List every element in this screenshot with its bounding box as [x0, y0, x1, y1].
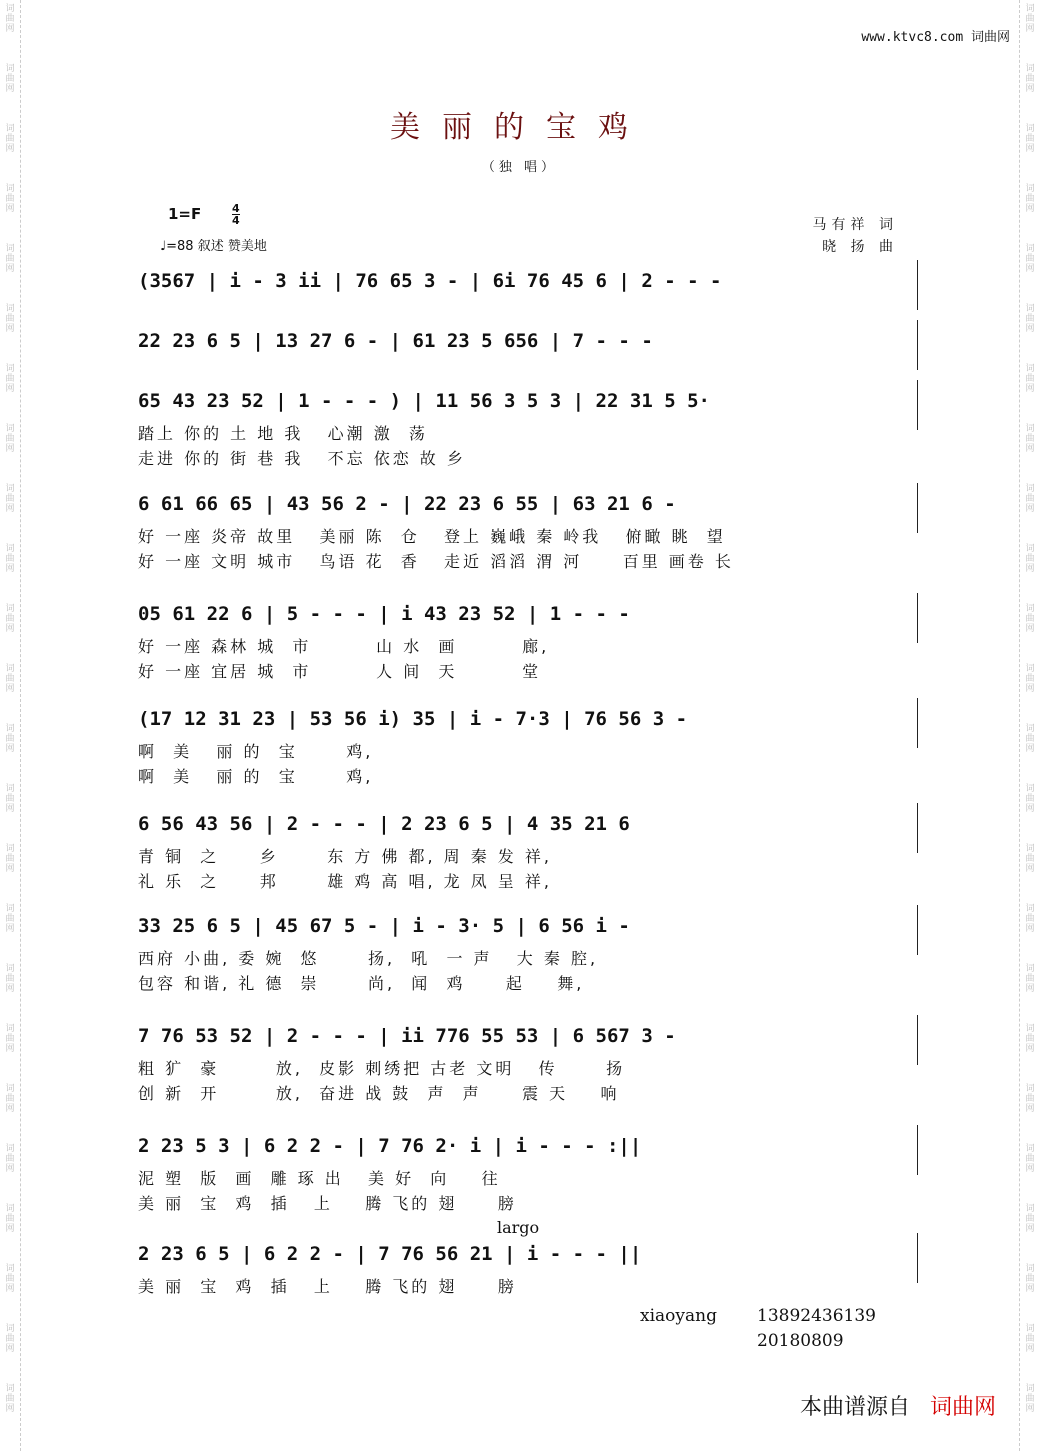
notation-line: 7 76 53 52 | 2 - - - | ii 776 55 53 | 6 567 3 -	[138, 1025, 676, 1047]
side-watermark: 词曲网	[5, 604, 15, 634]
side-watermark: 词曲网	[1025, 244, 1035, 274]
source-label: 本曲谱源自	[799, 1395, 910, 1420]
system-end-barline	[917, 1015, 918, 1065]
side-watermark: 词曲网	[5, 904, 15, 934]
system-end-barline	[917, 593, 918, 643]
notation-line: 2 23 5 3 | 6 2 2 - | 7 76 2· i | i - - - :||	[138, 1135, 642, 1157]
side-watermark: 词曲网	[1025, 1144, 1035, 1174]
lyric-line-2: 礼 乐 之 邦 雄 鸡 高 唱, 龙 凤 呈 祥,	[138, 872, 552, 891]
footer-date: 20180809	[757, 1331, 844, 1351]
source-site[interactable]: 词曲网	[929, 1395, 996, 1420]
side-watermark: 词曲网	[1025, 1264, 1035, 1294]
side-watermark: 词曲网	[1025, 844, 1035, 874]
notation-line: 22 23 6 5 | 13 27 6 - | 61 23 5 656 | 7 - - -	[138, 330, 653, 352]
side-watermark: 词曲网	[5, 1384, 15, 1414]
side-watermark: 词曲网	[5, 664, 15, 694]
side-watermark: 词曲网	[5, 1024, 15, 1054]
system-end-barline	[917, 380, 918, 430]
lyric-line-1: 美 丽 宝 鸡 插 上 腾 飞的 翅 膀	[138, 1277, 517, 1296]
lyric-line-2: 好 一座 宜居 城 市 人 间 天 堂	[138, 662, 542, 681]
system-end-barline	[917, 260, 918, 310]
system-end-barline	[917, 483, 918, 533]
side-watermark: 词曲网	[1025, 724, 1035, 754]
song-title: 美丽的宝鸡	[390, 110, 650, 145]
lyric-line-2: 啊 美 丽 的 宝 鸡,	[138, 767, 374, 786]
song-subtitle: （独 唱）	[481, 160, 559, 175]
side-watermark: 词曲网	[5, 64, 15, 94]
lyric-line-1: 踏上 你的 土 地 我 心潮 激 荡	[138, 424, 428, 443]
lyric-line-2: 包容 和谐, 礼 德 崇 尚, 闻 鸡 起 舞,	[138, 974, 585, 993]
time-signature-top: 4	[232, 202, 240, 215]
side-watermark: 词曲网	[1025, 184, 1035, 214]
system-end-barline	[917, 698, 918, 748]
side-watermark: 词曲网	[5, 1204, 15, 1234]
key-signature: 1=F	[168, 205, 202, 223]
side-watermark: 词曲网	[5, 244, 15, 274]
side-watermark: 词曲网	[5, 184, 15, 214]
side-watermark: 词曲网	[1025, 4, 1035, 34]
lyric-line-1: 西府 小曲, 委 婉 悠 扬, 吼 一 声 大 秦 腔,	[138, 949, 599, 968]
site-header	[861, 26, 1010, 45]
side-watermark: 词曲网	[1025, 1384, 1035, 1414]
lyric-line-1: 青 铜 之 乡 东 方 佛 都, 周 秦 发 祥,	[138, 847, 552, 866]
side-watermark: 词曲网	[1025, 544, 1035, 574]
notation-line: 33 25 6 5 | 45 67 5 - | i - 3· 5 | 6 56 i -	[138, 915, 630, 937]
notation-line: 6 61 66 65 | 43 56 2 - | 22 23 6 55 | 63 21 6 -	[138, 493, 676, 515]
notation-line: (3567 | i - 3 ii | 76 65 3 - | 6i 76 45 6 | 2 - - -	[138, 270, 722, 292]
side-watermark: 词曲网	[5, 784, 15, 814]
side-watermark: 词曲网	[5, 484, 15, 514]
system-end-barline	[917, 1233, 918, 1283]
notation-line: 05 61 22 6 | 5 - - - | i 43 23 52 | 1 - - -	[138, 603, 630, 625]
side-watermark: 词曲网	[1025, 124, 1035, 154]
lyric-line-1: 好 一座 森林 城 市 山 水 画 廊,	[138, 637, 550, 656]
side-watermark: 词曲网	[1025, 364, 1035, 394]
lyric-line-1: 好 一座 炎帝 故里 美丽 陈 仓 登上 巍峨 秦 岭我 俯瞰 眺 望	[138, 527, 726, 546]
side-watermark: 词曲网	[5, 304, 15, 334]
time-signature	[232, 203, 240, 226]
system-end-barline	[917, 905, 918, 955]
side-watermark: 词曲网	[1025, 964, 1035, 994]
lyric-line-1: 粗 犷 豪 放, 皮影 刺绣把 古老 文明 传 扬	[138, 1059, 626, 1078]
notation-line: 2 23 6 5 | 6 2 2 - | 7 76 56 21 | i - - - ||	[138, 1243, 642, 1265]
notation-line: (17 12 31 23 | 53 56 i) 35 | i - 7·3 | 76 56 3 -	[138, 708, 688, 730]
system-end-barline	[917, 320, 918, 370]
notation-line: 6 56 43 56 | 2 - - - | 2 23 6 5 | 4 35 21 6	[138, 813, 630, 835]
site-url[interactable]: www.ktvc8.com	[861, 30, 964, 45]
side-watermark: 词曲网	[1025, 304, 1035, 334]
lyric-line-2: 创 新 开 放, 奋进 战 鼓 声 声 震 天 响	[138, 1084, 620, 1103]
side-watermark: 词曲网	[5, 964, 15, 994]
side-watermark: 词曲网	[5, 1084, 15, 1114]
side-watermark: 词曲网	[1025, 784, 1035, 814]
composer-credit: 晓 扬 曲	[822, 239, 898, 255]
lyric-line-2: 美 丽 宝 鸡 插 上 腾 飞的 翅 膀	[138, 1194, 517, 1213]
side-watermark: 词曲网	[5, 364, 15, 394]
system-end-barline	[917, 803, 918, 853]
time-signature-bottom: 4	[232, 214, 240, 227]
notation-line: 65 43 23 52 | 1 - - - ) | 11 56 3 5 3 | 22 31 5 5·	[138, 390, 710, 412]
side-watermark: 词曲网	[5, 844, 15, 874]
side-watermark: 词曲网	[1025, 1084, 1035, 1114]
lyric-line-1: 啊 美 丽 的 宝 鸡,	[138, 742, 374, 761]
side-watermark: 词曲网	[1025, 64, 1035, 94]
side-watermark: 词曲网	[1025, 1324, 1035, 1354]
largo-mark: largo	[497, 1218, 540, 1237]
side-watermark: 词曲网	[5, 4, 15, 34]
lyric-line-2: 好 一座 文明 城市 鸟语 花 香 走近 滔滔 渭 河 百里 画卷 长	[138, 552, 734, 571]
site-name: 词曲网	[970, 30, 1010, 45]
side-watermark: 词曲网	[5, 1144, 15, 1174]
lyric-line-2: 走进 你的 街 巷 我 不忘 依恋 故 乡	[138, 449, 466, 468]
side-watermark: 词曲网	[1025, 904, 1035, 934]
side-watermark: 词曲网	[5, 1324, 15, 1354]
system-end-barline	[917, 1125, 918, 1175]
side-watermark: 词曲网	[5, 544, 15, 574]
side-watermark: 词曲网	[1025, 1204, 1035, 1234]
lyricist-credit: 马有祥 词	[812, 217, 898, 233]
side-watermark: 词曲网	[1025, 604, 1035, 634]
side-watermark: 词曲网	[1025, 1024, 1035, 1054]
footer-phone: 13892436139	[757, 1306, 876, 1326]
footer-author: xiaoyang	[640, 1306, 717, 1326]
lyric-line-1: 泥 塑 版 画 雕 琢 出 美 好 向 往	[138, 1169, 501, 1188]
side-watermark: 词曲网	[5, 424, 15, 454]
source-note	[800, 1390, 996, 1421]
tempo-marking: ♩=88 叙述 赞美地	[160, 239, 267, 254]
side-watermark: 词曲网	[5, 1264, 15, 1294]
side-watermark: 词曲网	[5, 724, 15, 754]
side-watermark: 词曲网	[5, 124, 15, 154]
side-watermark: 词曲网	[1025, 424, 1035, 454]
side-watermark: 词曲网	[1025, 664, 1035, 694]
side-watermark: 词曲网	[1025, 484, 1035, 514]
